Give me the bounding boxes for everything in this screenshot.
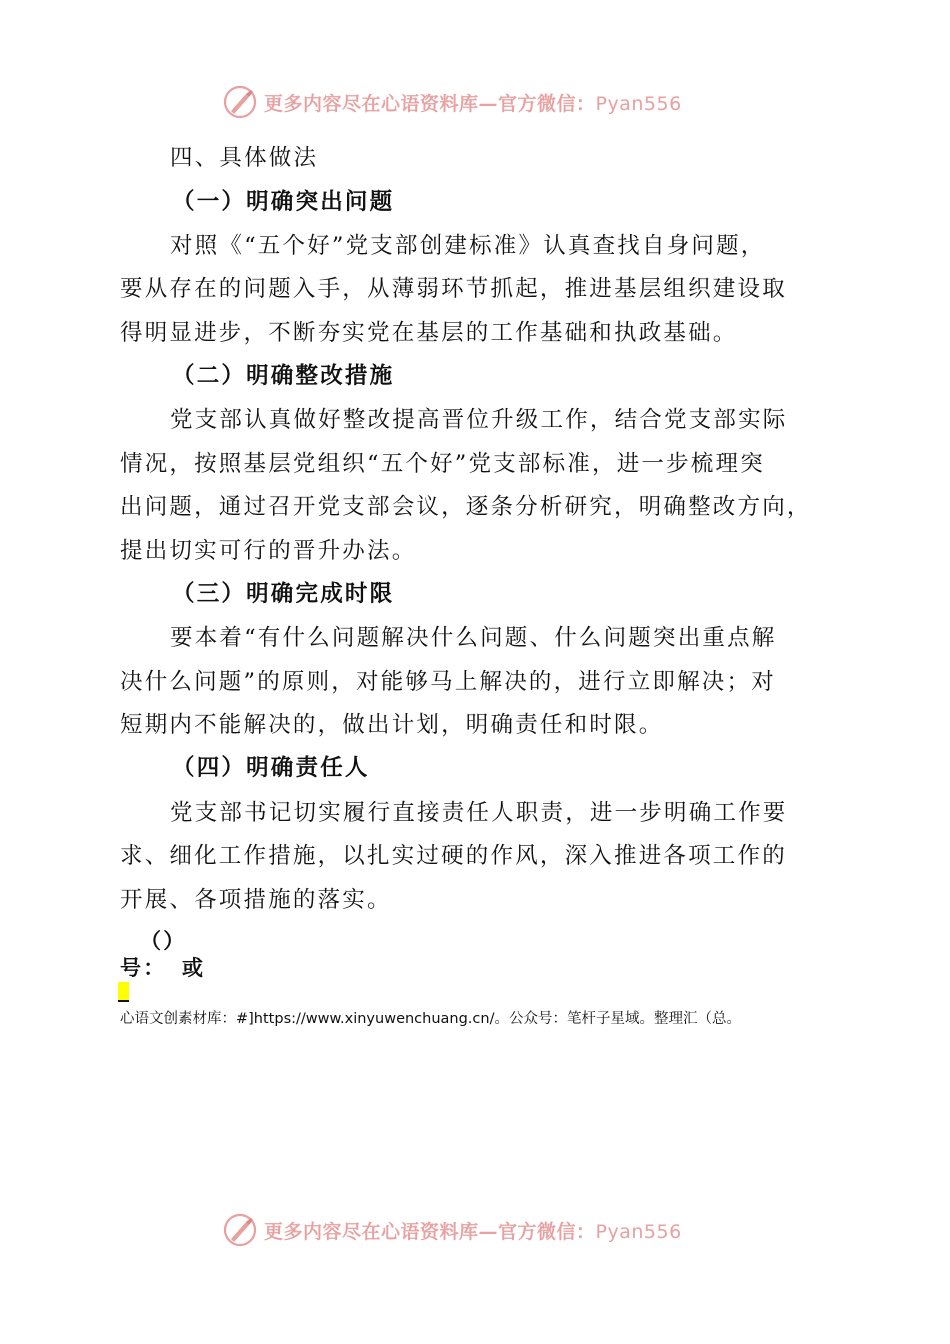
section-3-title: （三）明确完成时限	[172, 581, 395, 607]
fragment-paren: （）	[140, 929, 187, 953]
paragraph-line: 要从存在的问题入手，从薄弱环节抓起，推进基层组织建设取	[120, 276, 787, 302]
cursor-underline	[118, 1000, 129, 1002]
header-banner	[0, 82, 950, 122]
fragment-huo: 或	[182, 956, 206, 980]
paragraph-line: 出问题，通过召开党支部会议，逐条分析研究，明确整改方向，	[120, 494, 812, 520]
section-1-title: （一）明确突出问题	[172, 189, 395, 215]
paragraph-line: 求、细化工作措施，以扎实过硬的作风，深入推进各项工作的	[120, 843, 787, 869]
paragraph-line: 情况，按照基层党组织“五个好”党支部标准，进一步梳理突	[120, 451, 765, 477]
paragraph-line: 提出切实可行的晋升办法。	[120, 538, 417, 564]
section-4-title: （四）明确责任人	[172, 755, 370, 781]
paragraph-line: 决什么问题”的原则，对能够马上解决的，进行立即解决；对	[120, 669, 776, 695]
paragraph-line: 对照《“五个好”党支部创建标准》认真查找自身问题，	[170, 233, 766, 259]
paragraph-line: 开展、各项措施的落实。	[120, 887, 392, 913]
paragraph-line: 党支部书记切实履行直接责任人职责，进一步明确工作要	[170, 800, 788, 826]
footer-note: 心语文创素材库：#]https://www.xinyuwenchuang.cn/。公众号：笔杆子星域。整理汇（总。	[120, 1011, 741, 1027]
paragraph-line: 要本着“有什么问题解决什么问题、什么问题突出重点解	[170, 625, 777, 651]
paragraph-line: 得明显进步，不断夯实党在基层的工作基础和执政基础。	[120, 320, 738, 346]
paragraph-line: 短期内不能解决的，做出计划，明确责任和时限。	[120, 712, 664, 738]
footer-banner	[0, 1210, 950, 1250]
section-heading: 四、具体做法	[170, 145, 319, 171]
banner-text: 更多内容尽在心语资料库—官方微信：Pyan556	[264, 92, 682, 115]
paragraph-line: 党支部认真做好整改提高晋位升级工作，结合党支部实际	[170, 407, 788, 433]
banner-text: 更多内容尽在心语资料库—官方微信：Pyan556	[264, 1220, 682, 1243]
highlight-cursor	[118, 982, 129, 1002]
pen-logo-icon	[222, 1212, 258, 1248]
pen-logo-icon	[222, 84, 258, 120]
fragment-hao: 号：	[120, 956, 167, 980]
section-2-title: （二）明确整改措施	[172, 363, 395, 389]
